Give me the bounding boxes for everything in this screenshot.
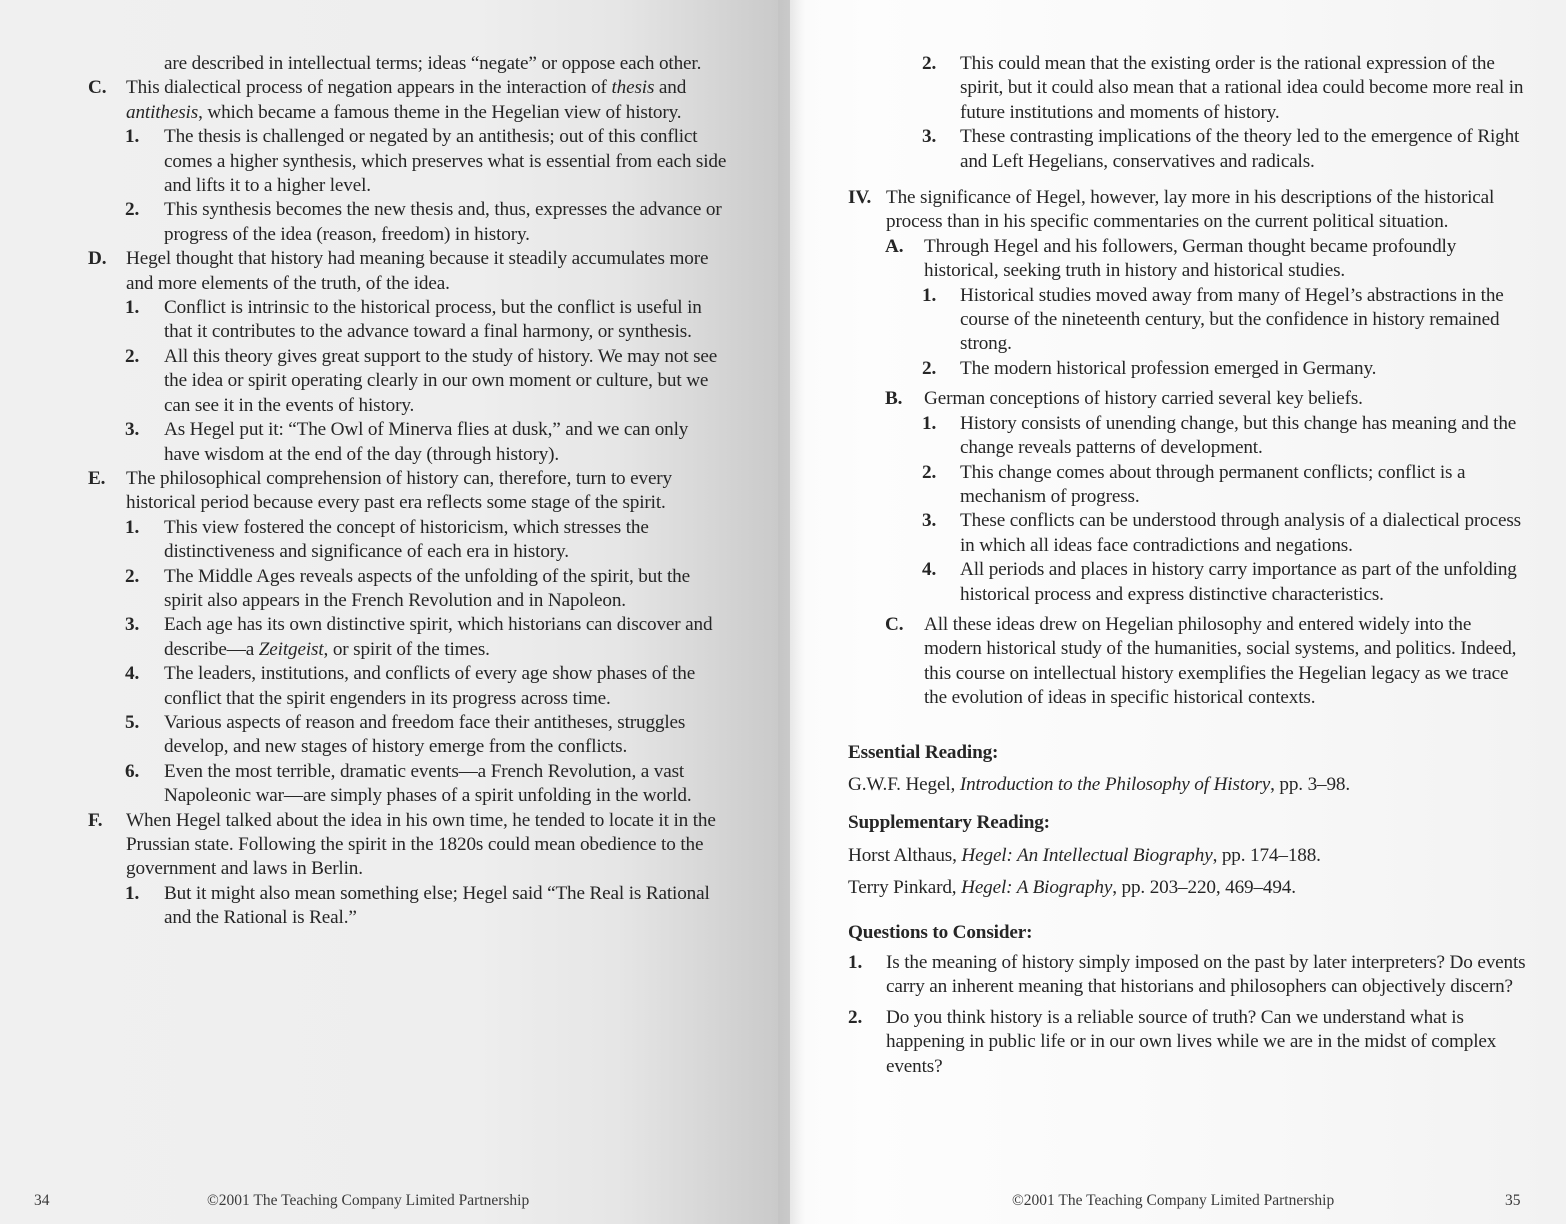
- outline-item-e-1: 1. This view fostered the concept of historicism, which stresses the distinctiveness and significance of each era in history.: [125, 516, 649, 563]
- outline-item-f-2: 2. This could mean that the existing order is the rational expression of the spirit, but it could also mean that a rational idea could become more real in future institutions and moments of history.: [922, 53, 1524, 123]
- copyright-right: ©2001 The Teaching Company Limited Partnership: [1012, 1192, 1335, 1209]
- outline-item-f: F. When Hegel talked about the idea in his own time, he tended to locate it in the Prussian state. Following the spirit in the 1820s could mean obedience to the government and laws in Berlin.: [88, 809, 716, 880]
- reading-entry: Terry Pinkard, Hegel: A Biography, pp. 203–220, 469–494.: [848, 877, 1296, 899]
- outline-item-e-3: 3. Each age has its own distinctive spirit, which historians can discover and describe—a Zeitgeist, or spirit of the times.: [125, 614, 713, 660]
- outline-item-d-3: 3. As Hegel put it: “The Owl of Minerva flies at dusk,” and we can only have wisdom at the end of the day (through history).: [125, 419, 689, 465]
- outline-item-c: C. This dialectical process of negation appears in the interaction of thesis and antithesis, which became a famous theme in the Hegelian view of history.: [88, 77, 687, 123]
- page-number-right: 35: [1505, 1192, 1521, 1209]
- outline-item-iv-a-1: 1. Historical studies moved away from many of Hegel’s abstractions in the course of the nineteenth century, but the confidence in history remained strong.: [922, 284, 1504, 355]
- page-number-left: 34: [34, 1192, 50, 1209]
- outline-item-e-5: 5. Various aspects of reason and freedom face their antitheses, struggles develop, and new stages of history emerge from the conflicts.: [125, 711, 686, 758]
- outline-item-f-1: 1. But it might also mean something else; Hegel said “The Real is Rational and the Rational is Real.”: [125, 882, 710, 929]
- outline-item-iv-b-3: 3. These conflicts can be understood through analysis of a dialectical process in which all ideas face contradictions and negations.: [922, 510, 1521, 556]
- left-page-body: [88, 52, 728, 931]
- outline-item-d: D. Hegel thought that history had meaning because it steadily accumulates more and more elements of the truth, of the idea.: [88, 248, 709, 294]
- outline-item-c-2: 2. This synthesis becomes the new thesis and, thus, expresses the advance or progress of the idea (reason, freedom) in history.: [125, 199, 722, 245]
- outline-item-e: E. The philosophical comprehension of history can, therefore, turn to every historical period because every past era reflects some stage of the spirit.: [88, 467, 672, 514]
- reading-entry: Horst Althaus, Hegel: An Intellectual Biography, pp. 174–188.: [848, 844, 1321, 866]
- outline-item-iv-b-2: 2. This change comes about through permanent conflicts; conflict is a mechanism of progress.: [922, 461, 1466, 507]
- outline-item-e-6: 6. Even the most terrible, dramatic events—a French Revolution, a vast Napoleonic war—are simply phases of a spirit unfolding in the world.: [125, 760, 692, 807]
- continuation-text: are described in intellectual terms; ideas “negate” or oppose each other.: [164, 53, 702, 74]
- questions-heading: Questions to Consider:: [848, 921, 1033, 943]
- outline-item-e-2: 2. The Middle Ages reveals aspects of the unfolding of the spirit, but the spirit also appears in the French Revolution and in Napoleon.: [125, 565, 690, 611]
- question-item: 2. Do you think history is a reliable source of truth? Can we understand what is happening in public life or in our own lives while we are in the midst of complex events?: [848, 1006, 1497, 1077]
- term-thesis: thesis: [611, 77, 655, 99]
- outline-item-iv-c: C. All these ideas drew on Hegelian philosophy and entered widely into the modern historical study of the humanities, social systems, and politics. Indeed, this course on intellectual history exemplifies the Hegelian legacy as we trace the evolution of ideas in specific historical contexts.: [885, 613, 1517, 709]
- essential-reading-heading: Essential Reading:: [848, 741, 999, 763]
- right-page-body: [848, 52, 1528, 1079]
- question-item: 1. Is the meaning of history simply imposed on the past by later interpreters? Do events carry an inherent meaning that historians and philosophers can objectively discern?: [848, 952, 1526, 998]
- outline-item-iv-b-4: 4. All periods and places in history carry importance as part of the unfolding historical process and express distinctive characteristics.: [922, 559, 1517, 605]
- outline-item-d-2: 2. All this theory gives great support to the study of history. We may not see the idea or spirit operating clearly in our own moment or culture, but we can see it in the events of history.: [125, 345, 718, 416]
- outline-item-iv-b-1: 1. History consists of unending change, but this change has meaning and the change reveals patterns of development.: [922, 412, 1517, 459]
- outline-item-d-1: 1. Conflict is intrinsic to the historical process, but the conflict is useful in that it contributes to the advance toward a final harmony, or synthesis.: [125, 297, 702, 343]
- term-zeitgeist: Zeitgeist: [258, 638, 324, 660]
- outline-item-c-1: 1. The thesis is challenged or negated by an antithesis; out of this conflict comes a higher synthesis, which preserves what is essential from each side and lifts it to a higher level.: [125, 126, 727, 197]
- outline-item-e-4: 4. The leaders, institutions, and conflicts of every age show phases of the conflict that the spirit engenders in its progress across time.: [125, 663, 696, 709]
- reading-entry: G.W.F. Hegel, Introduction to the Philosophy of History, pp. 3–98.: [848, 773, 1350, 795]
- copyright-left: ©2001 The Teaching Company Limited Partnership: [207, 1192, 530, 1209]
- outline-item-iv-b: B. German conceptions of history carried several key beliefs.: [885, 388, 1363, 410]
- term-antithesis: antithesis: [126, 101, 199, 123]
- supplementary-reading-heading: Supplementary Reading:: [848, 812, 1050, 834]
- outline-item-iv-a: A. Through Hegel and his followers, German thought became profoundly historical, seeking truth in history and historical studies.: [885, 235, 1457, 282]
- outline-item-f-3: 3. These contrasting implications of the theory led to the emergence of Right and Left Hegelians, conservatives and radicals.: [922, 126, 1520, 172]
- item-marker: C.: [88, 77, 107, 99]
- outline-item-iv-a-2: 2. The modern historical profession emerged in Germany.: [922, 357, 1377, 379]
- book-spine-shadow: [778, 0, 802, 1224]
- outline-item-iv: IV. The significance of Hegel, however, lay more in his descriptions of the historical process than in his specific commentaries on the current political situation.: [848, 187, 1495, 233]
